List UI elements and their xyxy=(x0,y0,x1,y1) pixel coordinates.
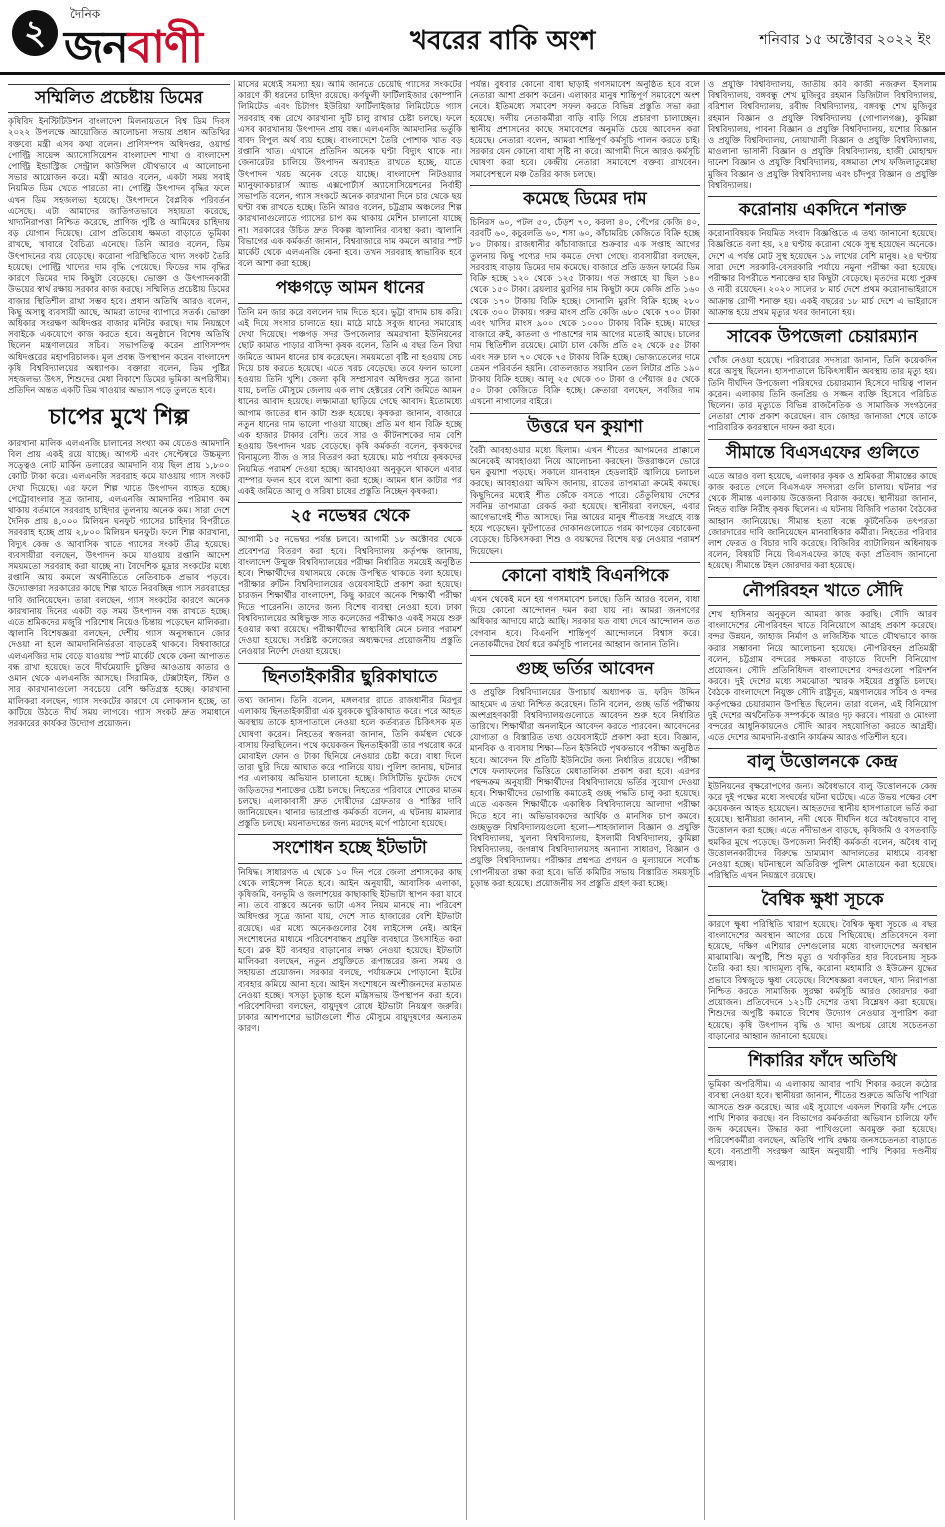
article-title: বালু উত্তোলনকে কেন্দ্র xyxy=(708,748,937,777)
article-title: গুচ্ছ ভর্তির আবেদন xyxy=(470,655,700,684)
article-body: ও প্রযুক্তি বিশ্ববিদ্যালয়ের উপাচার্য অধ্যাপক ড. ফরিদ উদ্দিন আহমেদ এ তথ্য নিশ্চিত করেছেন। তিনি বলেন, গুচ্ছ ভর্তি পরীক্ষায় অংশগ্রহণকারী বিশ্ববিদ্যালয়গুলোতে আবেদন শুরু হবে নির্ধারিত তারিখে। শিক্ষার্থীরা অনলাইনে আবেদন করতে পারবেন। আবেদনের যোগ্যতা ও বিস্তারিত তথ্য ওয়েবসাইটে প্রকাশ করা হবে। বিজ্ঞান, মানবিক ও ব্যবসায় শিক্ষা—তিন ইউনিটে পৃথকভাবে পরীক্ষা অনুষ্ঠিত হবে। আবেদন ফি প্রতিটি ইউনিটের জন্য নির্ধারিত রয়েছে। পরীক্ষা শেষে ফলাফলের ভিত্তিতে মেধাতালিকা প্রকাশ করা হবে। এরপর পছন্দক্রম অনুযায়ী শিক্ষার্থীদের বিশ্ববিদ্যালয়ে ভর্তির সুযোগ দেওয়া হবে। শিক্ষার্থীদের ভোগান্তি কমাতেই গুচ্ছ পদ্ধতি চালু করা হয়েছে। এতে একজন শিক্ষার্থীকে একাধিক বিশ্ববিদ্যালয়ে আলাদা পরীক্ষা দিতে হবে না। অভিভাবকদের আর্থিক ও মানসিক চাপ কমবে। গুচ্ছভুক্ত বিশ্ববিদ্যালয়গুলো হলো—শাহজালাল বিজ্ঞান ও প্রযুক্তি বিশ্ববিদ্যালয়, খুলনা বিশ্ববিদ্যালয়, ইসলামী বিশ্ববিদ্যালয়, কুমিল্লা বিশ্ববিদ্যালয়, জগন্নাথ বিশ্ববিদ্যালয়সহ অন্যান্য সাধারণ, বিজ্ঞান ও প্রযুক্তি বিশ্ববিদ্যালয়। পরীক্ষার প্রশ্নপত্র প্রণয়ন ও মূল্যায়নে সর্বোচ্চ গোপনীয়তা রক্ষা করা হবে। ভর্তি কমিটির সভায় বিস্তারিত সময়সূচি চূড়ান্ত করা হয়েছে। প্রয়োজনীয় সব প্রস্তুতি গ্রহণ করা হচ্ছে। xyxy=(470,688,700,889)
column-3 xyxy=(470,80,700,1520)
article-body: আগামী ১৫ নভেম্বর পর্যন্ত চলবে। আগামী ১৮ অক্টোবর থেকে প্রবেশপত্র বিতরণ করা হবে। বিশ্ববিদ্যালয় কর্তৃপক্ষ জানায়, বাংলাদেশ উন্মুক্ত বিশ্ববিদ্যালয়ের পরীক্ষা নির্ধারিত সময়েই অনুষ্ঠিত হবে। শিক্ষার্থীদের যথাসময়ে কেন্দ্রে উপস্থিত থাকতে বলা হয়েছে। পরীক্ষার রুটিন বিশ্ববিদ্যালয়ের ওয়েবসাইটে প্রকাশ করা হয়েছে। চারজন শিক্ষার্থীর বাংলাদেশ, কিছু কারণে অনেক শিক্ষার্থী পরীক্ষা দিতে পারেননি। তাদের জন্য বিশেষ ব্যবস্থা নেওয়া হবে। ঢাকা বিশ্ববিদ্যালয়ের অধিভুক্ত সাত কলেজের পরীক্ষাও একই সময়ে শুরু হওয়ার কথা রয়েছে। পরীক্ষার্থীদের স্বাস্থ্যবিধি মেনে চলার পরামর্শ দেওয়া হয়েছে। সংশ্লিষ্ট কলেজের অধ্যক্ষদের প্রয়োজনীয় প্রস্তুতি নেওয়ার নির্দেশ দেওয়া হয়েছে। xyxy=(238,535,462,658)
article-title: পঞ্চগড়ে আমন ধানের xyxy=(238,274,462,303)
article-title: কোনো বাধাই বিএনপিকে xyxy=(470,562,700,591)
article-title: চাপের মুখে শিল্প xyxy=(49,405,189,431)
article-title: শিকারির ফাঁদে অতিথি xyxy=(708,1047,937,1076)
masthead xyxy=(0,0,945,75)
article-title: সীমান্তে বিএসএফের গুলিতে xyxy=(708,439,937,468)
article-body: এতে আরও বলা হয়েছে, এলাকার কৃষক ও শ্রমিকরা সীমান্তের কাছে কাজ করতে গেলে বিএসএফ সদস্যরা গুলি চালায়। ঘটনার পর থেকে সীমান্ত এলাকায় উত্তেজনা বিরাজ করছে। স্থানীয়রা জানান, নিহত ব্যক্তি নিরীহ কৃষক ছিলেন। এ ঘটনায় বিজিবি পতাকা বৈঠকের আহ্বান জানিয়েছে। সীমান্ত হত্যা বন্ধে কূটনৈতিক তৎপরতা জোরদারের দাবি জানিয়েছেন মানবাধিকার কর্মীরা। নিহতের পরিবার লাশ ফেরত ও বিচার দাবি করেছে। বিজিবির ব্যাটালিয়ন অধিনায়ক বলেন, বিষয়টি নিয়ে বিএসএফের কাছে কড়া প্রতিবাদ জানানো হয়েছে। সীমান্তে টহল জোরদার করা হয়েছে। xyxy=(708,471,937,572)
column-1 xyxy=(8,80,230,1520)
article-body: ভূমিকা অপরিসীম। এ এলাকায় আবার পাখি শিকার করলে কঠোর ব্যবস্থা নেওয়া হবে। স্থানীয়রা জানান, শীতের শুরুতে অতিথি পাখিরা আসতে শুরু করেছে। আর এই সুযোগে একদল শিকারি ফাঁদ পেতে পাখি শিকার করছে। বন বিভাগের কর্মকর্তারা অভিযান চালিয়ে ফাঁদ জব্দ করেছেন। উদ্ধার করা পাখিগুলো অবমুক্ত করা হয়েছে। পরিবেশকর্মীরা বলছেন, অতিথি পাখি রক্ষায় জনসচেতনতা বাড়াতে হবে। বন্যপ্রাণী সংরক্ষণ আইন অনুযায়ী পাখি শিকার দণ্ডনীয় অপরাধ। xyxy=(708,1080,937,1169)
article-body: ইউনিয়নের বৃক্ষরোপণের জন্য। অবৈধভাবে বালু উত্তোলনকে কেন্দ্র করে দুই পক্ষের মধ্যে সংঘর্ষের ঘটনা ঘটেছে। এতে উভয় পক্ষের বেশ কয়েকজন আহত হয়েছেন। আহতদের স্থানীয় হাসপাতালে ভর্তি করা হয়েছে। স্থানীয়রা জানান, নদী থেকে দীর্ঘদিন ধরে অবৈধভাবে বালু উত্তোলন করা হচ্ছে। এতে নদীভাঙন বাড়ছে, কৃষিজমি ও বসতবাড়ি হুমকির মুখে পড়েছে। উপজেলা নির্বাহী কর্মকর্তা বলেন, অবৈধ বালু উত্তোলনকারীদের বিরুদ্ধে ভ্রাম্যমাণ আদালতের মাধ্যমে ব্যবস্থা নেওয়া হচ্ছে। ঘটনাস্থলে অতিরিক্ত পুলিশ মোতায়েন করা হয়েছে। পরিস্থিতি এখন নিয়ন্ত্রণে রয়েছে। xyxy=(708,781,937,882)
article-body: এখন থেকেই মনে হয় গণসমাবেশ চলছে। তিনি আরও বলেন, বাধা দিয়ে কোনো আন্দোলন দমন করা যায় না। আমরা জনগণের অধিকার আদায়ে মাঠে আছি। সরকার যত বাধা দেবে আন্দোলন তত বেগবান হবে। বিএনপি শান্তিপূর্ণ আন্দোলনে বিশ্বাস করে। নেতাকর্মীদের ধৈর্য ধরে কর্মসূচি পালনের আহ্বান জানান তিনি। xyxy=(470,595,700,650)
article-body: শেখ হাসিনার অনুকূলে আমরা কাজ করছি। সৌদি আরব বাংলাদেশের নৌপরিবহন খাতে বিনিয়োগে আগ্রহ প্রকাশ করেছে। বন্দর উন্নয়ন, জাহাজ নির্মাণ ও লজিস্টিক খাতে যৌথভাবে কাজ করার সম্ভাবনা নিয়ে আলোচনা হয়েছে। নৌপরিবহন প্রতিমন্ত্রী বলেন, চট্টগ্রাম বন্দরের সক্ষমতা বাড়াতে বিদেশি বিনিয়োগ প্রয়োজন। সৌদি প্রতিনিধিদল বাংলাদেশের বন্দরগুলো পরিদর্শন করবে। দুই দেশের মধ্যে সমঝোতা স্মারক সইয়ের প্রস্তুতি চলছে। বৈঠকে বাংলাদেশে নিযুক্ত সৌদি রাষ্ট্রদূত, মন্ত্রণালয়ের সচিব ও বন্দর কর্তৃপক্ষের চেয়ারম্যান উপস্থিত ছিলেন। তারা বলেন, এই বিনিয়োগ দুই দেশের অর্থনৈতিক সম্পর্ককে আরও দৃঢ় করবে। পায়রা ও মোংলা বন্দরের আধুনিকায়নেও সৌদি আরব সহযোগিতা করতে আগ্রহী। এতে দেশের আমদানি-রপ্তানি কার্যক্রম আরও গতিশীল হবে। xyxy=(708,609,937,744)
page-body xyxy=(8,80,937,1520)
article-body: তথ্য জানান। তিনি বলেন, মঙ্গলবার রাতে রাজধানীর মিরপুর এলাকায় ছিনতাইকারীরা এক যুবককে ছুরিকাঘাত করে। পরে আহত অবস্থায় তাকে হাসপাতালে নেওয়া হলে কর্তব্যরত চিকিৎসক মৃত ঘোষণা করেন। নিহতের স্বজনরা জানান, তিনি কর্মস্থল থেকে বাসায় ফিরছিলেন। পথে কয়েকজন ছিনতাইকারী তার পথরোধ করে মোবাইল ফোন ও টাকা ছিনিয়ে নেওয়ার চেষ্টা করে। বাধা দিলে তারা ছুরি দিয়ে আঘাত করে পালিয়ে যায়। পুলিশ জানায়, ঘটনার পর এলাকায় অভিযান চালানো হচ্ছে। সিসিটিভি ফুটেজ দেখে জড়িতদের শনাক্তের চেষ্টা চলছে। নিহতের পরিবারে শোকের মাতম চলছে। এলাকাবাসী দ্রুত দোষীদের গ্রেফতার ও শাস্তির দাবি জানিয়েছেন। থানার ভারপ্রাপ্ত কর্মকর্তা বলেন, এ ঘটনায় মামলার প্রস্তুতি চলছে। ময়নাতদন্তের জন্য মরদেহ মর্গে পাঠানো হয়েছে। xyxy=(238,695,462,830)
article-body: চিনিরস ৬০, পটল ৫০, ঢেঁড়শ ৭০, করলা ৪০, পেঁপের কেজি ৪০, বরবটি ৬০, কচুরলতি ৬০, শসা ৬০, কাঁচামরিচ কেজিতে বিক্রি হচ্ছে ৮০ টাকায়। রাজধানীর কাঁচাবাজারে শুক্রবার এক সপ্তাহ আগের তুলনায় কিছু পণ্যের দাম কমতে দেখা গেছে। ব্যবসায়ীরা বলছেন, সরবরাহ বাড়ায় ডিমের দাম কমেছে। বাজারে প্রতি ডজন ফার্মের ডিম বিক্রি হচ্ছে ১২০ থেকে ১২৫ টাকায়। গত সপ্তাহে যা ছিল ১৪০ থেকে ১৫০ টাকা। ব্রয়লার মুরগির দাম কিছুটা কমে কেজি প্রতি ১৬০ থেকে ১৭০ টাকায় বিক্রি হচ্ছে। সোনালি মুরগি বিক্রি হচ্ছে ২৮০ থেকে ৩০০ টাকায়। গরুর মাংস প্রতি কেজি ৬৮০ থেকে ৭০০ টাকা এবং খাসির মাংস ৯০০ থেকে ১০০০ টাকায় বিক্রি হচ্ছে। মাছের বাজারে রুই, কাতলা ও পাঙাশের দাম আগের মতোই আছে। চালের দাম স্থিতিশীল রয়েছে। মোটা চাল কেজি প্রতি ৫২ থেকে ৫৫ টাকা এবং সরু চাল ৭০ থেকে ৭৫ টাকায় বিক্রি হচ্ছে। ভোজ্যতেলের দামে তেমন পরিবর্তন হয়নি। বোতলজাত সয়াবিন তেল লিটার প্রতি ১৯০ টাকায় বিক্রি হচ্ছে। আলু ২৫ থেকে ৩০ টাকা ও পেঁয়াজ ৪৫ থেকে ৫০ টাকা কেজিতে বিক্রি হচ্ছে। ক্রেতারা বলছেন, সবজির দাম এখনো নাগালের বাইরে। xyxy=(470,218,700,408)
article-body: কৃষিবিদ ইনস্টিটিউশন বাংলাদেশ মিলনায়তনে বিশ্ব ডিম দিবস ২০২২ উপলক্ষে আয়োজিত আলোচনা সভায় প্রধান অতিথির বক্তব্যে মন্ত্রী এসব কথা বলেন। প্রাণিসম্পদ অধিদপ্তর, ওয়ার্ল্ড পোল্ট্রি সায়েন্স অ্যাসোসিয়েশন বাংলাদেশ শাখা ও বাংলাদেশ পোল্ট্রি ইন্ডাস্ট্রিজ সেন্ট্রাল কাউন্সিল যৌথভাবে এ আলোচনা সভার আয়োজন করে। মন্ত্রী আরও বলেন, একটা সময় সবাই নিয়মিত ডিম খেতে পারতো না। পোল্ট্রি উৎপাদন বৃদ্ধির ফলে এখন ডিম সহজলভ্য হয়েছে। উৎপাদনে বৈপ্লবিক পরিবর্তন এসেছে। এটা আমাদের জাতিগতভাবে সহায়তা করেছে, খাদ্যনিরাপত্তা নিশ্চিত করেছে, প্রাণিজ পুষ্টি ও আমিষের চাহিদায় বড় যোগান দিয়েছে। রোগ প্রতিরোধ ক্ষমতা বাড়াতে ভূমিকা রাখছে, খাবারে বৈচিত্র্য এনেছে। তিনি আরও বলেন, ডিম উৎপাদনের ব্যয় বেড়েছে। করোনা পরিস্থিতিতে খাদ্য সংকট তৈরি হয়েছে। পোল্ট্রি খাদ্যের দাম বৃদ্ধি পেয়েছে। ফিডের দাম বৃদ্ধির কারণে ডিমের দাম কিছুটা বেড়েছে। ভোক্তা ও উৎপাদনকারী উভয়ের স্বার্থ রক্ষায় সরকার কাজ করছে। সম্মিলিত প্রচেষ্টায় ডিমের বাজার স্থিতিশীল রাখা সম্ভব হবে। প্রধান অতিথি আরও বলেন, কিছু অসাধু ব্যবসায়ী আছে, আমরা তাদের ব্যাপারে সতর্ক। ভোক্তা অধিকার সংরক্ষণ অধিদপ্তর বাজার মনিটর করছে। দাম নিয়ন্ত্রণে সবাইকে একযোগে কাজ করতে হবে। অনুষ্ঠানে বিশেষ অতিথি ছিলেন মন্ত্রণালয়ের সচিব। সভাপতিত্ব করেন প্রাণিসম্পদ অধিদপ্তরের মহাপরিচালক। মূল প্রবন্ধ উপস্থাপন করেন বাংলাদেশ কৃষি বিশ্ববিদ্যালয়ের অধ্যাপক। বক্তারা বলেন, ডিম পুষ্টির সহজলভ্য উৎস, শিশুদের মেধা বিকাশে ডিমের ভূমিকা অপরিসীম। প্রতিদিন অন্তত একটি ডিম খাওয়ার অভ্যাস গড়ে তুলতে হবে। xyxy=(8,117,230,397)
article-body: খোঁজ নেওয়া হয়েছে। পরিবারের সদস্যরা জানান, তিনি কয়েকদিন ধরে অসুস্থ ছিলেন। হাসপাতালে চিকিৎসাধীন অবস্থায় তার মৃত্যু হয়। তিনি দীর্ঘদিন উপজেলা পরিষদের চেয়ারম্যান হিসেবে দায়িত্ব পালন করেন। এলাকায় তিনি জনপ্রিয় ও সজ্জন ব্যক্তি হিসেবে পরিচিত ছিলেন। তার মৃত্যুতে বিভিন্ন রাজনৈতিক ও সামাজিক সংগঠনের নেতারা শোক প্রকাশ করেছেন। বাদ জোহর জানাজা শেষে তাকে পারিবারিক কবরস্থানে দাফন করা হবে। xyxy=(708,356,937,434)
article-title: সাবেক উপজেলা চেয়ারম্যান xyxy=(708,323,937,352)
article-title: ২৫ নভেম্বর থেকে xyxy=(238,502,462,531)
article-title: বৈশ্বিক ক্ষুধা সূচকে xyxy=(708,886,937,915)
article-title: সংশোধন হচ্ছে ইটভাটা xyxy=(238,834,462,863)
logo-part-2: বাণী xyxy=(127,22,203,73)
article-body: তিনি মন জার করে বললেন দাম দিতে হবে। ভুট্টা বাদাম চাষ করি। এই দিয়ে সংসার চালাতে হয়। মাঠে মাঠে সবুজ ধানের সমারোহ দেখা দিয়েছে। পঞ্চগড় সদর উপজেলার অমরখানা ইউনিয়নের ছোট কামাত পাড়ার বাসিন্দা কৃষক বলেন, তিনি এ বছর তিন বিঘা জমিতে আমন ধানের চাষ করেছেন। সময়মতো বৃষ্টি না হওয়ায় সেচ দিয়ে চাষ করতে হয়েছে। এতে খরচ বেড়েছে। তবে ফলন ভালো হওয়ায় তিনি খুশি। জেলা কৃষি সম্প্রসারণ অধিদপ্তর সূত্রে জানা যায়, চলতি মৌসুমে জেলায় এক লাখ হেক্টরের বেশি জমিতে আমন ধানের আবাদ হয়েছে। লক্ষ্যমাত্রা ছাড়িয়ে গেছে আবাদ। ইতোমধ্যে আগাম জাতের ধান কাটা শুরু হয়েছে। কৃষকরা জানান, বাজারে নতুন ধানের দাম ভালো পাওয়া যাচ্ছে। প্রতি মণ ধান বিক্রি হচ্ছে এক হাজার টাকার বেশি। তবে সার ও কীটনাশকের দাম বেশি হওয়ায় উৎপাদন খরচ বেড়েছে। কৃষি কর্মকর্তা বলেন, কৃষকদের বিনামূল্যে বীজ ও সার বিতরণ করা হয়েছে। মাঠ পর্যায়ে কৃষকদের নিয়মিত পরামর্শ দেওয়া হচ্ছে। আবহাওয়া অনুকূলে থাকলে এবার বাম্পার ফলন হবে বলে আশা করা হচ্ছে। আমন ধান কাটার পর একই জমিতে আলু ও সরিষা চাষের প্রস্তুতি নিচ্ছেন কৃষকরা। xyxy=(238,307,462,497)
article-body: কারখানা মালিক এলএনজি চালানের সংখ্যা কম যেতেও আমদানি বিল প্রায় একই রয়ে যাচ্ছে। আগস্ট এবং সেপ্টেম্বরে উচ্চমূল্য সত্ত্বেও নোট মার্কিন ডলারের আমদানি ব্যয় ছিল প্রায় ১,৮০০ কোটি টাকা করে। এলএনজি সরবরাহ কমে যাওয়ায় গ্যাস সংকট দেখা দিয়েছে। এর ফলে শিল্প খাতে উৎপাদন ব্যাহত হচ্ছে। পেট্রোবাংলার সূত্র জানায়, এলএনজি আমদানির পরিমাণ কম থাকায় বর্তমানে সরবরাহ চাহিদার তুলনায় অনেক কম। সারা দেশে দৈনিক প্রায় ৪,০০০ মিলিয়ন ঘনফুট গ্যাসের চাহিদার বিপরীতে সরবরাহ হচ্ছে প্রায় ২,৮০০ মিলিয়ন ঘনফুট। ফলে শিল্প কারখানা, বিদ্যুৎ কেন্দ্র ও আবাসিক খাতে গ্যাসের সংকট তীব্র হয়েছে। ব্যবসায়ীরা বলছেন, উৎপাদন কমে যাওয়ায় রপ্তানি আদেশ সময়মতো সরবরাহ করা যাচ্ছে না। বৈদেশিক মুদ্রার সংকটের মধ্যে রপ্তানি আয় কমলে অর্থনীতিতে নেতিবাচক প্রভাব পড়বে। উদ্যোক্তারা সরকারের কাছে শিল্প খাতে নিরবচ্ছিন্ন গ্যাস সরবরাহের দাবি জানিয়েছেন। তারা বলছেন, গ্যাস সংকটের কারণে অনেক কারখানায় দিনের একটা বড় সময় উৎপাদন বন্ধ রাখতে হচ্ছে। এতে শ্রমিকদের মজুরি পরিশোধ নিয়েও চিন্তায় পড়েছেন মালিকরা। জ্বালানি বিশেষজ্ঞরা বলছেন, দেশীয় গ্যাস অনুসন্ধানে জোর দেওয়া না হলে আমদানিনির্ভরতা বাড়তেই থাকবে। বিশ্ববাজারে এলএনজির দাম বেড়ে যাওয়ায় স্পট মার্কেট থেকে কেনা আপাতত বন্ধ রাখা হয়েছে। তবে দীর্ঘমেয়াদি চুক্তির আওতায় কাতার ও ওমান থেকে এলএনজি আসছে। সিরামিক, টেক্সটাইল, স্টিল ও সার কারখানাগুলো সবচেয়ে বেশি ক্ষতিগ্রস্ত হচ্ছে। কারখানা মালিকরা বলছেন, গ্যাস সংকটের কারণে যে লোকসান হচ্ছে, তা কাটিয়ে উঠতে দীর্ঘ সময় লাগবে। গ্যাস সংকট দ্রুত সমাধানে সরকারের কার্যকর উদ্যোগ প্রয়োজন। xyxy=(8,438,230,729)
article-body: মাসের মধ্যেই সমস্যা হয়। আমি জানতে চেয়েছি গ্যাসের সংকটের কারণে কী ধরনের চাহিদা রয়েছে। কর্ণফুলী ফার্টিলাইজার কোম্পানি লিমিটেড এবং চিটাগং ইউরিয়া ফার্টিলাইজার লিমিটেডে গ্যাস সরবরাহ বন্ধ রেখে কারখানা দুটি চালু রাখার চেষ্টা চলছে। ফলে এসব কারখানায় উৎপাদন প্রায় বন্ধ। এলএনজি আমদানির ভর্তুকি বাবদ বিপুল অর্থ ব্যয় হচ্ছে। বাংলাদেশে তৈরি পোশাক খাত বড় রপ্তানি খাত। এখানে প্রতিদিন অনেক ঘণ্টা বিদ্যুৎ থাকে না। জেনারেটর চালিয়ে উৎপাদন অব্যাহত রাখতে হচ্ছে, যাতে উৎপাদন খরচ অনেক বেড়ে যাচ্ছে। বাংলাদেশ নিটওয়্যার ম্যানুফ্যাকচারার্স অ্যান্ড এক্সপোর্টার্স অ্যাসোসিয়েশনের নির্বাহী সভাপতি বলেন, গ্যাস সংকটে অনেক কারখানা দিনে চার থেকে ছয় ঘণ্টা বন্ধ রাখতে হচ্ছে। তিনি আরও বলেন, চট্টগ্রাম অঞ্চলের শিল্প কারখানাগুলোতে গ্যাসের চাপ কম থাকায় মেশিন চালানো যাচ্ছে না। সরকারের উচিত দ্রুত বিকল্প জ্বালানির ব্যবস্থা করা। জ্বালানি বিভাগের এক কর্মকর্তা জানান, বিশ্ববাজারে দাম কমলে আবার স্পট মার্কেট থেকে এলএনজি কেনা হবে। তখন সরবরাহ স্বাভাবিক হবে বলে আশা করা হচ্ছে। xyxy=(238,80,462,270)
article-body: ও প্রযুক্তি বিশ্ববিদ্যালয়, জাতীয় কবি কাজী নজরুল ইসলাম বিশ্ববিদ্যালয়, বঙ্গবন্ধু শেখ মুজিবুর রহমান ডিজিটাল বিশ্ববিদ্যালয়, বরিশাল বিশ্ববিদ্যালয়, রবীন্দ্র বিশ্ববিদ্যালয়, বঙ্গবন্ধু শেখ মুজিবুর রহমান বিজ্ঞান ও প্রযুক্তি বিশ্ববিদ্যালয় (গোপালগঞ্জ), কুমিল্লা বিশ্ববিদ্যালয়, পাবনা বিজ্ঞান ও প্রযুক্তি বিশ্ববিদ্যালয়, যশোর বিজ্ঞান ও প্রযুক্তি বিশ্ববিদ্যালয়, নোয়াখালী বিজ্ঞান ও প্রযুক্তি বিশ্ববিদ্যালয়, মাওলানা ভাসানী বিজ্ঞান ও প্রযুক্তি বিশ্ববিদ্যালয়, হাজী মোহাম্মদ দানেশ বিজ্ঞান ও প্রযুক্তি বিশ্ববিদ্যালয়, বঙ্গমাতা শেখ ফজিলাতুন্নেছা মুজিব বিজ্ঞান ও প্রযুক্তি বিশ্ববিদ্যালয় এবং চাঁদপুর বিজ্ঞান ও প্রযুক্তি বিশ্ববিদ্যালয়। xyxy=(708,80,937,191)
paper-tag: দৈনিক xyxy=(70,7,101,21)
dateline: শনিবার ১৫ অক্টোবর ২০২২ ইং xyxy=(759,32,931,48)
article-body: করোনাবিষয়ক নিয়মিত সংবাদ বিজ্ঞপ্তিতে এ তথ্য জানানো হয়েছে। বিজ্ঞপ্তিতে বলা হয়, ২৪ ঘণ্টায় করোনা থেকে সুস্থ হয়েছেন অনেকে। দেশে এ পর্যন্ত মোট সুস্থ হয়েছেন ১৯ লাখের বেশি মানুষ। ২৪ ঘণ্টায় সারা দেশে সরকারি-বেসরকারি পর্যায়ে নমুনা পরীক্ষা করা হয়েছে। পরীক্ষার বিপরীতে শনাক্তের হার কিছুটা বেড়েছে। মৃতদের মধ্যে পুরুষ ও নারী রয়েছেন। ২০২০ সালের ৮ মার্চ দেশে প্রথম করোনাভাইরাসে আক্রান্ত রোগী শনাক্ত হয়। একই বছরের ১৮ মার্চ দেশে এ ভাইরাসে আক্রান্ত হয়ে প্রথম মৃত্যুর খবর জানানো হয়। xyxy=(708,229,937,318)
article-title: করোনায় একদিনে শনাক্ত xyxy=(708,196,937,225)
logo-part-1: জন xyxy=(64,22,128,73)
column-2 xyxy=(238,80,462,1520)
article-title: সম্মিলিত প্রচেষ্টায় ডিমের xyxy=(8,84,230,113)
article-body: পর্যন্ত। বুধবার কোনো বাধা ছাড়াই গণসমাবেশ অনুষ্ঠিত হবে বলে নেতারা আশা প্রকাশ করেন। এলাকার মানুষ শান্তিপূর্ণ সমাবেশে অংশ নেবে। ইতিমধ্যে সমাবেশ সফল করতে বিভিন্ন প্রস্তুতি সভা করা হয়েছে। দলীয় নেতাকর্মীরা বাড়ি বাড়ি গিয়ে প্রচারণা চালাচ্ছেন। স্থানীয় প্রশাসনের কাছে সমাবেশের অনুমতি চেয়ে আবেদন করা হয়েছে। নেতারা বলেন, আমরা শান্তিপূর্ণ কর্মসূচি পালন করতে চাই। সরকার যেন কোনো বাধা সৃষ্টি না করে। আগামী দিনে আরও কর্মসূচি ঘোষণা করা হবে। কেন্দ্রীয় নেতারা সমাবেশে বক্তব্য রাখবেন। সমাবেশস্থলে মঞ্চ তৈরির কাজ চলছে। xyxy=(470,80,700,180)
article-body: কারণে ক্ষুধা পরিস্থিতি খারাপ হয়েছে। বৈশ্বিক ক্ষুধা সূচকে এ বছর বাংলাদেশের অবস্থান আগের চেয়ে পিছিয়েছে। প্রতিবেদনে বলা হয়েছে, দক্ষিণ এশিয়ার দেশগুলোর মধ্যে বাংলাদেশের অবস্থান মাঝামাঝি। অপুষ্টি, শিশু মৃত্যু ও খর্বাকৃতির হার বিবেচনায় সূচক তৈরি করা হয়। খাদ্যমূল্য বৃদ্ধি, করোনা মহামারি ও ইউক্রেন যুদ্ধের প্রভাবে বিশ্বজুড়ে ক্ষুধা বেড়েছে। বিশেষজ্ঞরা বলছেন, খাদ্য নিরাপত্তা নিশ্চিত করতে সামাজিক সুরক্ষা কর্মসূচি আরও জোরদার করা প্রয়োজন। প্রতিবেদনে ১২১টি দেশের তথ্য বিশ্লেষণ করা হয়েছে। শিশুদের অপুষ্টি কমাতে বিশেষ উদ্যোগ নেওয়ার সুপারিশ করা হয়েছে। কৃষি উৎপাদন বৃদ্ধি ও খাদ্য অপচয় রোধে সচেতনতা বাড়ানোর আহ্বান জানানো হয়েছে। xyxy=(708,919,937,1042)
article-title: নৌপরিবহন খাতে সৌদি xyxy=(708,577,937,606)
paper-logo xyxy=(64,14,202,87)
section-title: খবরের বাকি অংশ xyxy=(410,26,596,56)
article-body: নিষিদ্ধ। সাধারণত এ থেকে ১০ দিন পরে জেলা প্রশাসকের কাছ থেকে লাইসেন্স নিতে হবে। আইন অনুযায়ী, আবাসিক এলাকা, কৃষিজমি, বনভূমি ও জলাশয়ের কাছাকাছি ইটভাটা স্থাপন করা যাবে না। তবে বাস্তবে অনেক ভাটা এসব নিয়ম মানছে না। পরিবেশ অধিদপ্তর সূত্রে জানা যায়, দেশে সাত হাজারের বেশি ইটভাটা রয়েছে। এর মধ্যে অনেকগুলোর বৈধ লাইসেন্স নেই। আইন সংশোধনের মাধ্যমে পরিবেশবান্ধব প্রযুক্তি ব্যবহারে উৎসাহিত করা হবে। ব্লক ইট ব্যবহার বাড়ানোর লক্ষ্য নেওয়া হয়েছে। ইটভাটা মালিকরা বলছেন, নতুন প্রযুক্তিতে রূপান্তরের জন্য সময় ও সহায়তা প্রয়োজন। সরকার বলছে, পর্যায়ক্রমে পোড়ানো ইটের ব্যবহার কমিয়ে আনা হবে। আইন সংশোধনে অংশীজনদের মতামত নেওয়া হচ্ছে। খসড়া চূড়ান্ত হলে মন্ত্রিসভায় উপস্থাপন করা হবে। পরিবেশবিদরা বলছেন, বায়ুদূষণ রোধে ইটভাটা নিয়ন্ত্রণ জরুরি। ঢাকার আশপাশের ভাটাগুলো শীত মৌসুমে বায়ুদূষণের অন্যতম কারণ। xyxy=(238,867,462,1035)
article-body: বৈরী আবহাওয়ার মধ্যে ছিলাম। এখন শীতের আগমনের প্রাক্কালে অনেকেই আবহাওয়া নিয়ে আলোচনা করছেন। উত্তরাঞ্চলে ভোরে ঘন কুয়াশা পড়ছে। সকালে যানবাহন হেডলাইট জ্বালিয়ে চলাচল করছে। আবহাওয়া অফিস জানায়, রাতের তাপমাত্রা ক্রমেই কমছে। কিছুদিনের মধ্যেই শীত জেঁকে বসতে পারে। তেঁতুলিয়ায় দেশের সর্বনিম্ন তাপমাত্রা রেকর্ড করা হয়েছে। স্থানীয়রা বলছেন, এবার আগেভাগেই শীত আসছে। নিম্ন আয়ের মানুষ শীতবস্ত্র সংগ্রহে ব্যস্ত হয়ে পড়েছেন। ফুটপাতের দোকানগুলোতে গরম কাপড়ের বেচাকেনা বেড়েছে। চিকিৎসকরা শিশু ও বয়স্কদের বিশেষ যত্ন নেওয়ার পরামর্শ দিয়েছেন। xyxy=(470,445,700,557)
column-4 xyxy=(708,80,937,1520)
page-number: ২ xyxy=(12,10,58,56)
article-title: উত্তরে ঘন কুয়াশা xyxy=(470,413,700,442)
article-title: কমেছে ডিমের দাম xyxy=(470,185,700,214)
article-title: ছিনতাইকারীর ছুরিকাঘাতে xyxy=(238,663,462,692)
